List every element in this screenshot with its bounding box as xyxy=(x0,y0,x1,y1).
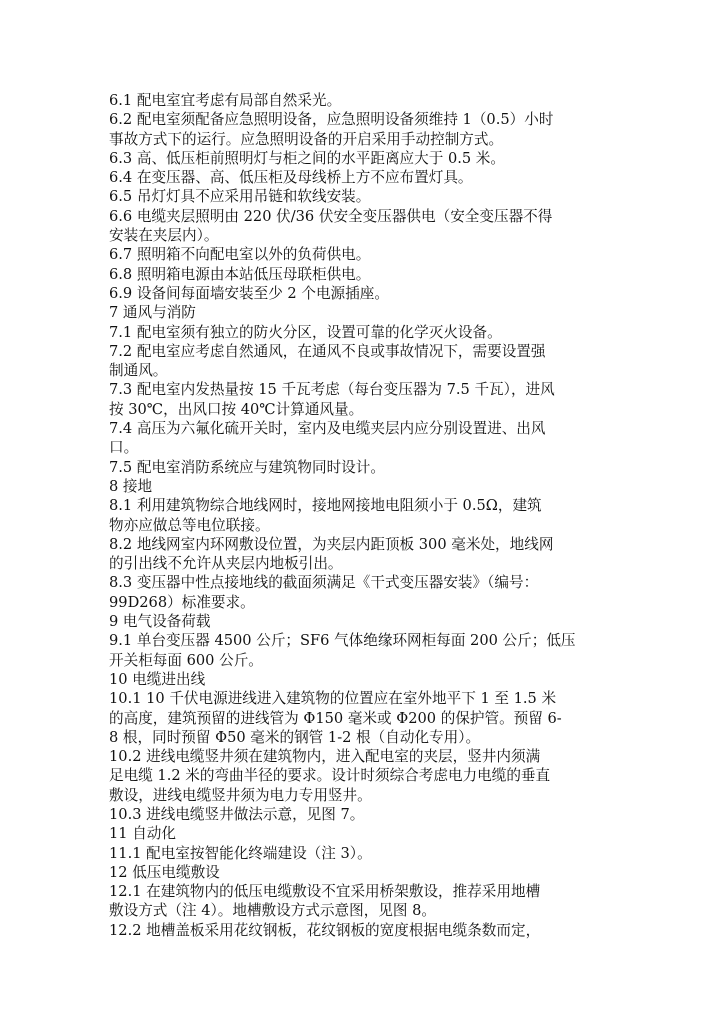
text-line: 8.3 变压器中性点接地线的截面须满足《干式变压器安装》（编号： xyxy=(109,574,539,592)
text-line: 安装在夹层内）。 xyxy=(109,227,219,245)
text-line: 事故方式下的运行。应急照明设备的开启采用手动控制方式。 xyxy=(109,130,504,148)
text-line: 6.9 设备间每面墙安装至少 2 个电源插座。 xyxy=(109,284,389,302)
text-line: 6.8 照明箱电源由本站低压母联柜供电。 xyxy=(109,265,371,283)
text-line: 6.3 高、低压柜前照明灯与柜之间的水平距离应大于 0.5 米。 xyxy=(109,149,505,167)
text-line: 6.1 配电室宜考虑有局部自然采光。 xyxy=(109,92,342,109)
section-heading: 11 自动化 xyxy=(109,825,176,843)
section-heading: 12 低压电缆敷设 xyxy=(109,863,220,881)
text-line: 物亦应做总等电位联接。 xyxy=(109,516,270,534)
text-line: 99D268）标准要求。 xyxy=(109,593,255,611)
text-line: 敷设方式（注 4）。地槽敷设方式示意图，见图 8。 xyxy=(109,902,437,920)
text-line: 7.1 配电室须有独立的防火分区，设置可靠的化学灭火设备。 xyxy=(109,323,502,341)
text-line: 10.1 10 千伏电源进线进入建筑物的位置应在室外地平下 1 至 1.5 米 xyxy=(109,690,557,708)
text-line: 7.5 配电室消防系统应与建筑物同时设计。 xyxy=(109,458,385,476)
section-heading: 10 电缆进出线 xyxy=(109,670,206,688)
text-line: 的引出线不允许从夹层内地板引出。 xyxy=(109,555,343,573)
text-line: 7.3 配电室内发热量按 15 千瓦考虑（每台变压器为 7.5 千瓦），进风 xyxy=(109,381,555,399)
section-heading: 8 接地 xyxy=(109,477,153,495)
text-line: 按 30℃，出风口按 40℃计算通风量。 xyxy=(109,400,364,418)
text-line: 10.3 进线电缆竖井做法示意，见图 7。 xyxy=(109,805,365,823)
text-line: 8.2 地线网室内环网敷设位置，为夹层内距顶板 300 毫米处，地线网 xyxy=(109,535,554,553)
text-line: 口。 xyxy=(109,439,139,457)
text-line: 6.2 配电室须配备应急照明设备，应急照明设备须维持 1（0.5）小时 xyxy=(109,111,554,129)
text-line: 6.5 吊灯灯具不应采用吊链和软线安装。 xyxy=(109,188,371,206)
text-line: 6.7 照明箱不向配电室以外的负荷供电。 xyxy=(109,246,371,264)
text-line: 11.1 配电室按智能化终端建设（注 3）。 xyxy=(109,844,372,862)
section-heading: 9 电气设备荷载 xyxy=(109,613,211,631)
text-line: 10.2 进线电缆竖井须在建筑物内，进入配电室的夹层，竖井内须满 xyxy=(109,748,541,766)
text-line: 足电缆 1.2 米的弯曲半径的要求。设计时须综合考虑电力电缆的垂直 xyxy=(109,767,551,785)
document-body xyxy=(109,91,619,940)
text-line: 9.1 单台变压器 4500 公斤；SF6 气体绝缘环网柜每面 200 公斤；低压 xyxy=(109,632,576,650)
text-line: 开关柜每面 600 公斤。 xyxy=(109,651,263,669)
text-line: 8 根，同时预留 Φ50 毫米的钢管 1-2 根（自动化专用）。 xyxy=(109,728,481,746)
text-line: 的高度，建筑预留的进线管为 Φ150 毫米或 Φ200 的保护管。预留 6- xyxy=(109,709,562,727)
text-line: 7.2 配电室应考虑自然通风，在通风不良或事故情况下，需要设置强 xyxy=(109,342,546,360)
text-line: 12.1 在建筑物内的低压电缆敷设不宜采用桥架敷设，推荐采用地槽 xyxy=(109,883,541,901)
section-heading: 7 通风与消防 xyxy=(109,304,196,322)
text-line: 制通风。 xyxy=(109,362,168,380)
text-line: 敷设，进线电缆竖井须为电力专用竖井。 xyxy=(109,786,372,804)
text-line: 6.6 电缆夹层照明由 220 伏/36 伏安全变压器供电（安全变压器不得 xyxy=(109,207,553,225)
text-line: 8.1 利用建筑物综合地线网时，接地网接地电阻须小于 0.5Ω，建筑 xyxy=(109,497,542,515)
text-line: 6.4 在变压器、高、低压柜及母线桥上方不应布置灯具。 xyxy=(109,169,473,187)
text-line: 7.4 高压为六氟化硫开关时，室内及电缆夹层内应分别设置进、出风 xyxy=(109,420,546,438)
text-line: 12.2 地槽盖板采用花纹钢板，花纹钢板的宽度根据电缆条数而定， xyxy=(109,921,541,939)
